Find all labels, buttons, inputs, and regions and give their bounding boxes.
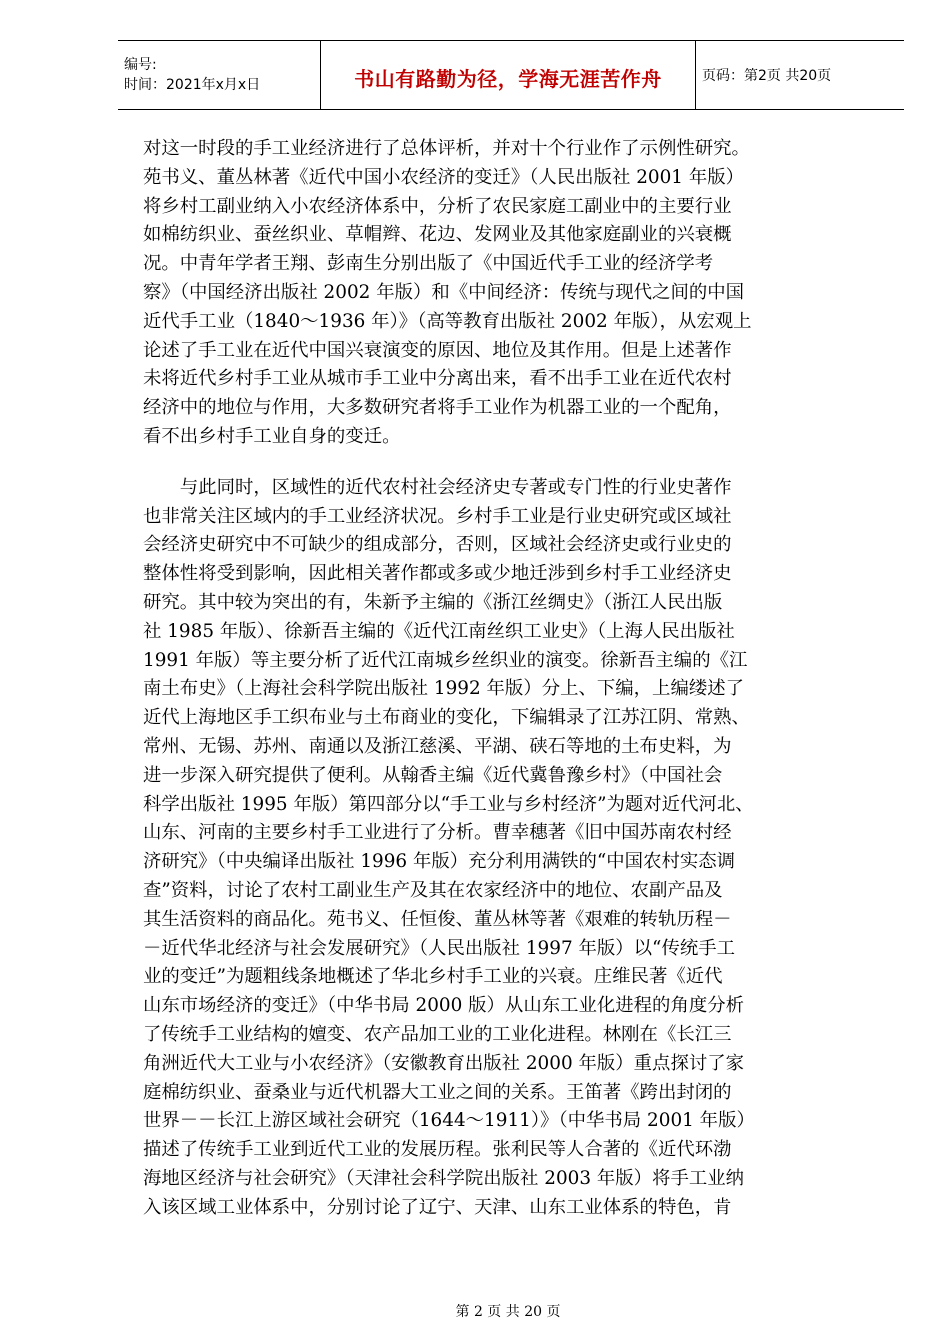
header-motto: 书山有路勤为径，学海无涯苦作舟 — [320, 41, 696, 109]
paragraph — [143, 474, 863, 1223]
text-line: 业的变迁”为题粗线条地概述了华北乡村手工业的兴衰。庄维民著《近代 — [143, 966, 723, 988]
text-line: 看不出乡村手工业自身的变迁。 — [143, 425, 401, 447]
text-line: 况。中青年学者王翔、彭南生分别出版了《中国近代手工业的经济学考 — [143, 253, 714, 275]
text-line: 论述了手工业在近代中国兴衰演变的原因、地位及其作用。但是上述著作 — [143, 339, 732, 361]
text-line: 海地区经济与社会研究》（天津社会科学院出版社 2003 年版）将手工业纳 — [143, 1167, 745, 1189]
text-line: 世界－－长江上游区域社会研究（1644～1911）》（中华书局 2001 年版） — [143, 1110, 755, 1132]
text-line: 济研究》（中央编译出版社 1996 年版）充分利用满铁的“中国农村实态调 — [143, 851, 736, 873]
text-line: 研究。其中较为突出的有，朱新予主编的《浙江丝绸史》（浙江人民出版 — [143, 591, 723, 613]
text-line: －近代华北经济与社会发展研究》（人民出版社 1997 年版）以“传统手工 — [143, 937, 736, 959]
text-line: 如棉纺织业、蚕丝织业、草帽辫、花边、发网业及其他家庭副业的兴衰概 — [143, 224, 732, 246]
text-line: 经济中的地位与作用，大多数研究者将手工业作为机器工业的一个配角， — [143, 397, 732, 419]
text-line: 山东市场经济的变迁》（中华书局 2000 版）从山东工业化进程的角度分析 — [143, 995, 745, 1017]
text-line: 了传统手工业结构的嬗变、农产品加工业的工业化进程。林刚在《长江三 — [143, 1023, 732, 1045]
page-footer: 第 2 页 共 20 页 — [455, 1304, 561, 1320]
paragraph — [143, 135, 863, 452]
header-left-cell — [118, 41, 320, 109]
text-line: 1991 年版）等主要分析了近代江南城乡丝织业的演变。徐新吾主编的《江 — [143, 649, 748, 671]
text-line: 进一步深入研究提供了便利。从翰香主编《近代冀鲁豫乡村》（中国社会 — [143, 764, 723, 786]
text-line: 查”资料，讨论了农村工副业生产及其在农家经济中的地位、农副产品及 — [143, 879, 723, 901]
document-time-label: 时间：2021年x月x日 — [124, 77, 261, 93]
text-line: 入该区域工业体系中，分别讨论了辽宁、天津、山东工业体系的特色，肯 — [143, 1196, 732, 1218]
document-body — [143, 135, 863, 1222]
text-line: 未将近代乡村手工业从城市手工业中分离出来，看不出手工业在近代农村 — [143, 368, 732, 390]
text-line: 山东、河南的主要乡村手工业进行了分析。曹幸穗著《旧中国苏南农村经 — [143, 822, 732, 844]
document-number-label: 编号: — [124, 57, 157, 73]
text-line: 苑书义、董丛林著《近代中国小农经济的变迁》（人民出版社 2001 年版） — [143, 166, 745, 188]
text-line: 角洲近代大工业与小农经济》（安徽教育出版社 2000 年版）重点探讨了家 — [143, 1052, 745, 1074]
text-line: 庭棉纺织业、蚕桑业与近代机器大工业之间的关系。王笛著《跨出封闭的 — [143, 1081, 732, 1103]
text-line: 与此同时，区域性的近代农村社会经济史专著或专门性的行业史著作 — [143, 476, 732, 498]
text-line: 近代手工业（1840～1936 年）》（高等教育出版社 2002 年版），从宏观上 — [143, 310, 752, 332]
paragraph-gap — [143, 452, 863, 474]
text-line: 社 1985 年版）、徐新吾主编的《近代江南丝织工业史》（上海人民出版社 — [143, 620, 735, 642]
text-line: 常州、无锡、苏州、南通以及浙江慈溪、平湖、硖石等地的土布史料，为 — [143, 735, 732, 757]
text-line: 也非常关注区域内的手工业经济状况。乡村手工业是行业史研究或区域社 — [143, 505, 732, 527]
text-line: 会经济史研究中不可缺少的组成部分，否则，区域社会经济史或行业史的 — [143, 534, 732, 556]
text-line: 将乡村工副业纳入小农经济体系中，分析了农民家庭工副业中的主要行业 — [143, 195, 732, 217]
text-line: 科学出版社 1995 年版）第四部分以“手工业与乡村经济”为题对近代河北、 — [143, 793, 754, 815]
text-line: 察》（中国经济出版社 2002 年版）和《中间经济：传统与现代之间的中国 — [143, 281, 745, 303]
text-line: 描述了传统手工业到近代工业的发展历程。张利民等人合著的《近代环渤 — [143, 1139, 732, 1161]
text-line: 对这一时段的手工业经济进行了总体评析，并对十个行业作了示例性研究。 — [143, 138, 750, 159]
text-line: 其生活资料的商品化。苑书义、任恒俊、董丛林等著《艰难的转轨历程－ — [143, 908, 732, 930]
page-header — [118, 40, 904, 110]
text-line: 整体性将受到影响，因此相关著作都或多或少地迁涉到乡村手工业经济史 — [143, 563, 732, 585]
header-page-info: 页码：第2页 共20页 — [702, 68, 832, 84]
text-line: 南土布史》（上海社会科学院出版社 1992 年版）分上、下编，上编缕述了 — [143, 678, 745, 700]
text-line: 近代上海地区手工织布业与土布商业的变化，下编辑录了江苏江阴、常熟、 — [143, 707, 750, 729]
